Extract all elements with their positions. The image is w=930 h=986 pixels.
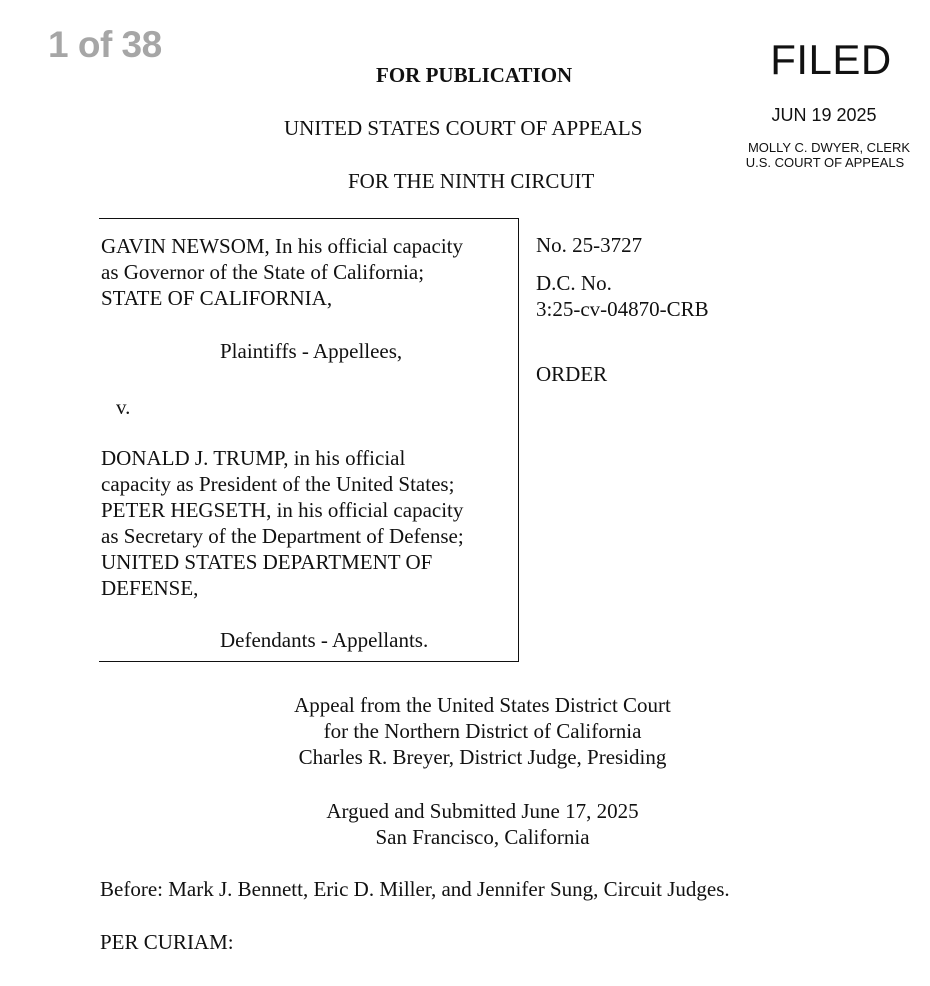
appeal-line: Charles R. Breyer, District Judge, Presiding (298, 745, 667, 769)
defendants-line: DONALD J. TRUMP, in his official (101, 446, 406, 470)
filed-stamp (720, 36, 920, 170)
filed-stamp-clerk: MOLLY C. DWYER, CLERK (747, 140, 911, 155)
panel-judges: Before: Mark J. Bennett, Eric D. Miller, and Jennifer Sung, Circuit Judges. (100, 877, 730, 901)
defendants-line: PETER HEGSETH, in his official capacity (101, 498, 464, 522)
court-name: UNITED STATES COURT OF APPEALS (284, 116, 643, 140)
circuit-name: FOR THE NINTH CIRCUIT (348, 169, 595, 193)
plaintiffs-line: as Governor of the State of California; (101, 260, 425, 284)
defendants-line: capacity as President of the United States; (101, 472, 455, 496)
filed-stamp-title: FILED (770, 36, 892, 83)
case-number: No. 25-3727 (536, 233, 643, 257)
district-court-number: 3:25-cv-04870-CRB (536, 297, 709, 321)
argued-block (190, 798, 775, 850)
plaintiffs-names (101, 233, 511, 311)
filed-stamp-date: JUN 19 2025 (771, 105, 877, 125)
versus-label: v. (116, 395, 131, 419)
per-curiam-heading: PER CURIAM: (100, 930, 234, 954)
appeal-block (190, 692, 775, 770)
defendants-line: UNITED STATES DEPARTMENT OF (101, 550, 433, 574)
page-counter: 1 of 38 (48, 24, 162, 65)
case-caption-box (99, 218, 519, 662)
argued-line: San Francisco, California (375, 825, 590, 849)
defendants-role: Defendants - Appellants. (220, 628, 429, 652)
appeal-line: Appeal from the United States District Court (294, 693, 671, 717)
plaintiffs-line: STATE OF CALIFORNIA, (101, 286, 333, 310)
defendants-line: as Secretary of the Department of Defense; (101, 524, 464, 548)
publication-heading: FOR PUBLICATION (376, 63, 573, 87)
plaintiffs-line: GAVIN NEWSOM, In his official capacity (101, 234, 463, 258)
defendants-names (101, 445, 511, 601)
appeal-line: for the Northern District of California (323, 719, 642, 743)
argued-line: Argued and Submitted June 17, 2025 (326, 799, 639, 823)
filed-stamp-court: U.S. COURT OF APPEALS (745, 155, 905, 170)
defendants-line: DEFENSE, (101, 576, 199, 600)
district-court-label: D.C. No. (536, 271, 612, 295)
document-type: ORDER (536, 362, 608, 386)
plaintiffs-role: Plaintiffs - Appellees, (220, 339, 403, 363)
